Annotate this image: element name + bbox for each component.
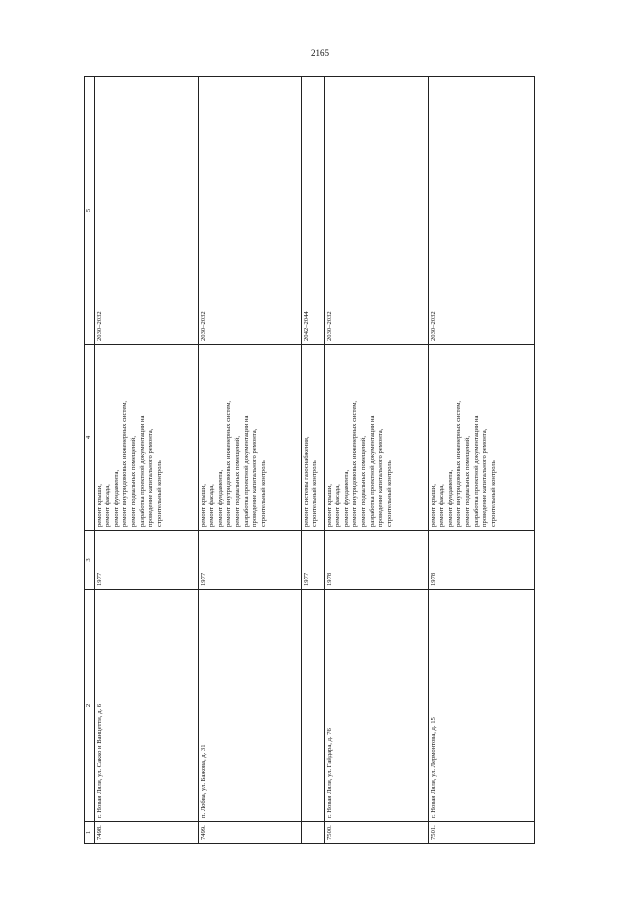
work-line: ремонт фасада, [334,484,342,527]
table-row [301,77,324,844]
period-cell: 2030–2032 [198,77,301,345]
works-cell [301,345,324,531]
column-number: 2 [85,590,95,822]
table-row [428,77,534,844]
work-line: проведение капитального ремонта, [377,428,385,527]
work-line: строительный контроль [311,460,319,527]
address-cell: г. Новая Ляля, ул. Гайдара, д. 76 [324,590,428,822]
row-number: 7501. [428,822,534,844]
column-number: 4 [85,345,95,531]
row-number: 7498. [94,822,198,844]
table-row [198,77,301,844]
year-cell: 1977 [94,531,198,590]
column-number: 1 [85,822,95,844]
work-line: проведение капитального ремонта, [251,428,259,527]
work-line: ремонт фундамента, [342,469,350,527]
column-number: 3 [85,531,95,590]
work-line: ремонт подвальных помещений, [463,436,471,527]
address-cell [301,590,324,822]
work-line: ремонт фундамента, [446,469,454,527]
works-cell [428,345,534,531]
work-line: ремонт крыши, [199,484,207,527]
period-cell: 2030–2032 [324,77,428,345]
work-line: строительный контроль [489,460,497,527]
period-cell: 2030–2032 [94,77,198,345]
work-line: ремонт фасада, [208,484,216,527]
work-line: ремонт фасада, [438,484,446,527]
work-line: ремонт системы газоснабжения, [302,436,310,527]
work-line: строительный контроль [155,460,163,527]
period-cell: 2030–2032 [428,77,534,345]
address-cell: г. Новая Ляля, ул. Сакко и Ванцетти, д. 6 [94,590,198,822]
year-cell: 1978 [324,531,428,590]
period-cell: 2042–2044 [301,77,324,345]
year-cell: 1977 [301,531,324,590]
row-number: 7500. [324,822,428,844]
work-line: проведение капитального ремонта, [147,428,155,527]
work-line: ремонт крыши, [325,484,333,527]
work-line: ремонт крыши, [429,484,437,527]
column-number: 5 [85,77,95,345]
work-line: разработка проектной документации на [138,415,146,527]
work-line: разработка проектной документации на [368,415,376,527]
row-number: 7499. [198,822,301,844]
year-cell: 1978 [428,531,534,590]
work-line: ремонт подвальных помещений, [129,436,137,527]
work-line: ремонт крыши, [95,484,103,527]
year-cell: 1977 [198,531,301,590]
work-line: ремонт внутридомовых инженерных систем, [351,400,359,527]
work-line: разработка проектной документации на [472,415,480,527]
column-number-row [85,77,95,844]
address-cell: п. Лобва, ул. Бажова, д. 31 [198,590,301,822]
work-line: ремонт фундамента, [216,469,224,527]
work-line: ремонт подвальных помещений, [359,436,367,527]
works-cell [94,345,198,531]
work-line: ремонт фасада, [104,484,112,527]
works-cell [324,345,428,531]
work-line: ремонт фундамента, [112,469,120,527]
row-number [301,822,324,844]
page-number: 2165 [311,48,329,58]
work-line: ремонт внутридомовых инженерных систем, [455,400,463,527]
work-line: проведение капитального ремонта, [481,428,489,527]
work-line: ремонт внутридомовых инженерных систем, [121,400,129,527]
work-line: строительный контроль [259,460,267,527]
address-cell: г. Новая Ляля, ул. Лермонтова, д. 15 [428,590,534,822]
table-row [324,77,428,844]
table-row [94,77,198,844]
work-line: ремонт внутридомовых инженерных систем, [225,400,233,527]
works-cell [198,345,301,531]
work-line: строительный контроль [385,460,393,527]
capital-repair-table [84,76,535,844]
work-line: ремонт подвальных помещений, [233,436,241,527]
work-line: разработка проектной документации на [242,415,250,527]
rotated-table-wrapper [84,77,532,844]
